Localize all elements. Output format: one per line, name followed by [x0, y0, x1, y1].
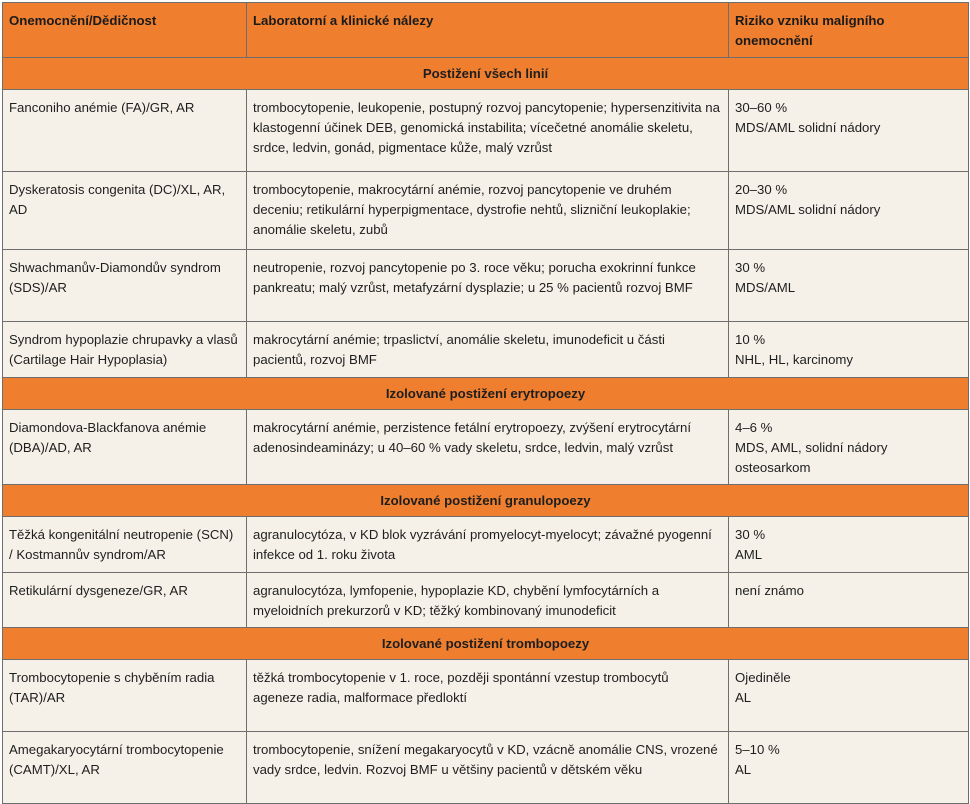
- risk-cell: [729, 322, 969, 378]
- risk-cell: [729, 573, 969, 628]
- risk-line: osteosarkom: [735, 460, 811, 475]
- risk-line: 30–60 %: [735, 100, 788, 115]
- risk-cell: [729, 660, 969, 732]
- risk-line: MDS/AML solidní nádory: [735, 202, 881, 217]
- header-row: [3, 3, 969, 58]
- section-header: [3, 485, 969, 517]
- risk-line: 5–10 %: [735, 742, 780, 757]
- findings-cell: trombocytopenie, leukopenie, postupný rozvoj pancytopenie; hypersenzitivita na klastogenní účinek DEB, genomická instabilita; vícečetné anomálie skeletu, srdce, ledvin, gonád, pigmentace kůže, malý vzrůst: [247, 90, 729, 172]
- findings-cell: neutropenie, rozvoj pancytopenie po 3. roce věku; porucha exokrinní funkce pankreatu; malý vzrůst, metafyzární dysplazie; u 25 % pacientů rozvoj BMF: [247, 250, 729, 322]
- findings-line: těžká trombocytopenie v 1. roce, později spontánní vzestup trombocytů: [253, 670, 669, 685]
- findings-cell: trombocytopenie, snížení megakaryocytů v KD, vzácně anomálie CNS, vrozené vady srdce, ledvin. Rozvoj BMF u většiny pacientů v dětském věku: [247, 732, 729, 804]
- section-title: Postižení všech linií: [3, 58, 969, 90]
- risk-cell: [729, 250, 969, 322]
- risk-line: AML: [735, 547, 763, 562]
- section-header: [3, 378, 969, 410]
- disease-cell: Fanconiho anémie (FA)/GR, AR: [3, 90, 247, 172]
- risk-line: 10 %: [735, 332, 766, 347]
- findings-cell: agranulocytóza, lymfopenie, hypoplazie KD, chybění lymfocytárních a myeloidních prekurzorů v KD; těžký kombinovaný imunodeficit: [247, 573, 729, 628]
- table-row: [3, 517, 969, 573]
- table-row: [3, 172, 969, 250]
- risk-line: AL: [735, 690, 752, 705]
- risk-line: 4–6 %: [735, 420, 773, 435]
- risk-line: není známo: [735, 583, 804, 598]
- disease-cell: Trombocytopenie s chyběním radia (TAR)/AR: [3, 660, 247, 732]
- risk-line: NHL, HL, karcinomy: [735, 352, 853, 367]
- risk-line: AL: [735, 762, 752, 777]
- table-row: [3, 573, 969, 628]
- disease-cell: Dyskeratosis congenita (DC)/XL, AR, AD: [3, 172, 247, 250]
- disease-cell: Shwachmanův-Diamondův syndrom (SDS)/AR: [3, 250, 247, 322]
- risk-line: 20–30 %: [735, 182, 788, 197]
- section-header: [3, 628, 969, 660]
- risk-cell: [729, 732, 969, 804]
- risk-cell: [729, 517, 969, 573]
- risk-cell: [729, 172, 969, 250]
- section-title: Izolované postižení granulopoezy: [3, 485, 969, 517]
- disease-cell: Těžká kongenitální neutropenie (SCN) / Kostmannův syndrom/AR: [3, 517, 247, 573]
- disease-cell: Amegakaryocytární trombocytopenie (CAMT)/XL, AR: [3, 732, 247, 804]
- findings-line: ageneze radia, malformace předloktí: [253, 690, 468, 705]
- table-row: [3, 90, 969, 172]
- header-risk: Riziko vzniku maligního onemocnění: [729, 3, 969, 58]
- risk-cell: [729, 90, 969, 172]
- table-row: [3, 250, 969, 322]
- risk-line: 30 %: [735, 527, 766, 542]
- disease-cell: Diamondova-Blackfanova anémie (DBA)/AD, AR: [3, 410, 247, 485]
- disease-cell: Syndrom hypoplazie chrupavky a vlasů (Cartilage Hair Hypoplasia): [3, 322, 247, 378]
- risk-line: Ojediněle: [735, 670, 791, 685]
- findings-cell: trombocytopenie, makrocytární anémie, rozvoj pancytopenie ve druhém deceniu; retikulární hyperpigmentace, dystrofie nehtů, slizniční leukoplakie; anomálie skeletu, zubů: [247, 172, 729, 250]
- table-row: [3, 410, 969, 485]
- section-title: Izolované postižení trombopoezy: [3, 628, 969, 660]
- risk-line: 30 %: [735, 260, 766, 275]
- risk-cell: [729, 410, 969, 485]
- table-row: [3, 322, 969, 378]
- header-findings: Laboratorní a klinické nálezy: [247, 3, 729, 58]
- findings-cell: agranulocytóza, v KD blok vyzrávání promyelocyt-myelocyt; závažné pyogenní infekce od 1. roku života: [247, 517, 729, 573]
- table-row: [3, 660, 969, 732]
- table-row: [3, 732, 969, 804]
- disease-cell: Retikulární dysgeneze/GR, AR: [3, 573, 247, 628]
- findings-cell: makrocytární anémie, perzistence fetální erytropoezy, zvýšení erytrocytární adenosindeaminázy; u 40–60 % vady skeletu, srdce, ledvin, malý vzrůst: [247, 410, 729, 485]
- header-disease: Onemocnění/Dědičnost: [3, 3, 247, 58]
- risk-line: MDS/AML: [735, 280, 796, 295]
- section-title: Izolované postižení erytropoezy: [3, 378, 969, 410]
- risk-line: MDS/AML solidní nádory: [735, 120, 881, 135]
- risk-line: MDS, AML, solidní nádory: [735, 440, 888, 455]
- section-header: [3, 58, 969, 90]
- findings-cell: makrocytární anémie; trpaslictví, anomálie skeletu, imunodeficit u části pacientů, rozvoj BMF: [247, 322, 729, 378]
- findings-cell: [247, 660, 729, 732]
- disease-table: [2, 2, 969, 804]
